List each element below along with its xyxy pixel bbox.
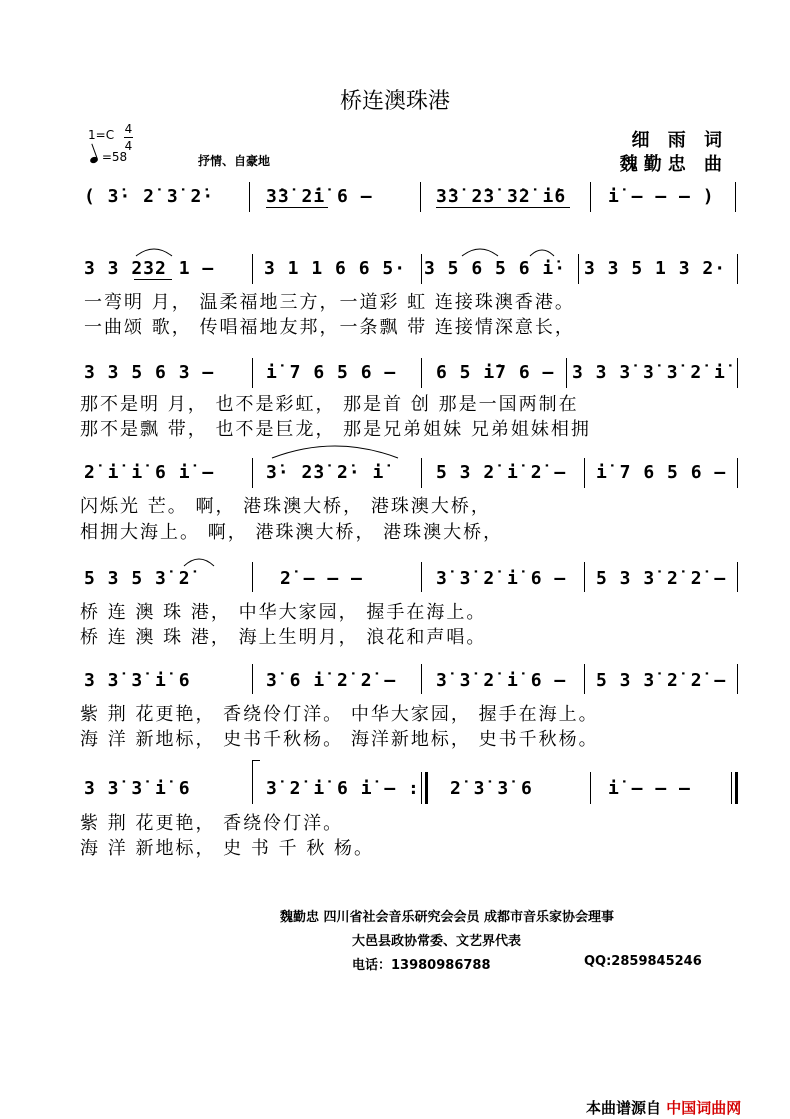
source-credit [586, 1097, 741, 1118]
qq-number: QQ:2859845246 [584, 954, 702, 969]
lyric-line: 桥 连 澳 珠 港， 海上生明月， 浪花和声唱。 [80, 627, 487, 648]
lyric-line: 那不是飘 带， 也不是巨龙， 那是兄弟姐妹 兄弟姐妹相拥 [80, 419, 591, 440]
measure: 3̇ 2̇ i̇ 6 i̇ – : [266, 778, 420, 799]
measure: i̇ 7 6 5 6 – [266, 362, 397, 383]
lyric-line: 海 洋 新地标， 史 书 千 秋 杨。 [80, 838, 375, 859]
expression-marking: 抒情、自豪地 [198, 154, 271, 168]
measure: ( 3̇· 2̇ 3̇ 2̇· [84, 186, 215, 207]
measure: 6 5 i̇7 6 – [436, 362, 555, 383]
time-signature [124, 122, 133, 153]
lyric-line: 紫 荆 花更艳， 香绕伶仃洋。 中华大家园， 握手在海上。 [80, 704, 599, 725]
measure: 3 1 1 6 6 5· [264, 258, 407, 279]
source-prefix: 本曲谱源自 [586, 1099, 662, 1117]
measure: 3̇ 3̇ 2̇ i̇ 6 – [436, 670, 567, 691]
measure: 3̇ 6 i̇ 2̇ 2̇ – [266, 670, 397, 691]
measure: 3 3 5 6 3 – [84, 362, 215, 383]
measure: 3̇3̇ 2̇i̇ 6 – [266, 186, 373, 207]
lyric-line: 相拥大海上。 啊， 港珠澳大桥， 港珠澳大桥， [80, 522, 504, 543]
tempo-marking [90, 150, 127, 164]
measure: 3 3 3̇ 3̇ 3̇ 2̇ i̇ [572, 362, 726, 383]
measure: 2̇ i̇ i̇ 6 i̇ – [84, 462, 215, 483]
quarter-note-icon [89, 156, 99, 164]
measure: 5 3 2̇ i̇ 2̇ – [436, 462, 567, 483]
time-bottom: 4 [124, 139, 133, 153]
lyric-line: 那不是明 月， 也不是彩虹， 那是首 创 那是一国两制在 [80, 394, 579, 415]
measure: 3̇· 2̇3̇ 2̇· i̇ [266, 462, 385, 483]
lyric-line: 一曲颂 歌， 传唱福地友邦，一条飘 带 连接情深意长， [84, 317, 575, 338]
measure: 5 3 3̇ 2̇ 2̇ – [596, 568, 727, 589]
measure: i̇ 7 6 5 6 – [596, 462, 727, 483]
lyric-line: 海 洋 新地标， 史书千秋杨。 海洋新地标， 史书千秋杨。 [80, 729, 599, 750]
measure: i̇ – – – ) [608, 186, 715, 207]
lyricist-credit: 细 雨 词 [631, 130, 728, 151]
measure: 5 3 5 3̇ 2̇ [84, 568, 191, 589]
measure: 3 3̇ 3̇ i̇ 6 [84, 778, 191, 799]
measure: 3̇3̇ 2̇3̇ 3̇2̇ i̇6 [436, 186, 567, 207]
lyric-line: 一弯明 月， 温柔福地三方，一道彩 虹 连接珠澳香港。 [84, 292, 575, 313]
composer-credit: 魏勤忠 曲 [619, 154, 728, 175]
measure: 2̇ – – – [280, 568, 363, 589]
lyric-line: 桥 连 澳 珠 港， 中华大家园， 握手在海上。 [80, 602, 487, 623]
lyric-line: 紫 荆 花更艳， 香绕伶仃洋。 [80, 813, 344, 834]
key-signature: 1=C [88, 128, 115, 142]
time-top: 4 [124, 122, 133, 136]
measure: 3̇ 3̇ 2̇ i̇ 6 – [436, 568, 567, 589]
measure: 2̇ 3̇ 3̇ 6 [450, 778, 533, 799]
measure: 3 3 232 1 – [84, 258, 215, 279]
measure: 3 3̇ 3̇ i̇ 6 [84, 670, 191, 691]
lyric-line: 闪烁光 芒。 啊， 港珠澳大桥， 港珠澳大桥， [80, 496, 491, 517]
measure: 5 3 3̇ 2̇ 2̇ – [596, 670, 727, 691]
author-title: 大邑县政协常委、文艺界代表 [352, 934, 522, 949]
measure: 3 5 6 5 6 i̇· [424, 258, 567, 279]
phone-number: 电话：13980986788 [352, 958, 491, 973]
tempo-value: =58 [101, 150, 128, 164]
author-info: 魏勤忠 四川省社会音乐研究会会员 成都市音乐家协会理事 [280, 910, 615, 925]
measure: i̇ – – – [608, 778, 691, 799]
source-site-link[interactable]: 中国词曲网 [666, 1099, 742, 1117]
song-title: 桥连澳珠港 [339, 89, 450, 114]
measure: 3 3 5 1 3 2· [584, 258, 727, 279]
